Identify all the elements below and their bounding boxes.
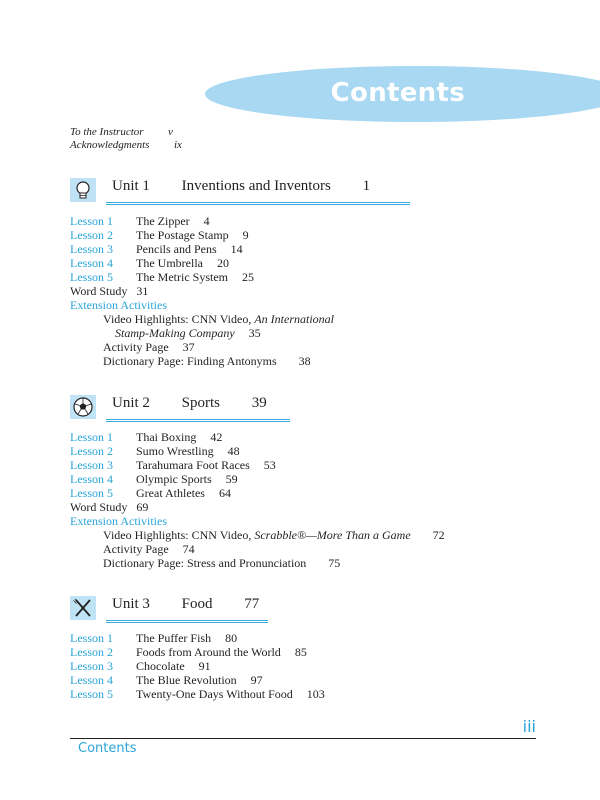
lesson-row [70, 242, 243, 256]
lesson-label: Lesson 1 [70, 430, 113, 444]
front-matter-label: Acknowledgments [70, 139, 150, 151]
dictionary-label: Dictionary Page: Finding Antonyms [103, 354, 277, 368]
video-page: 72 [432, 528, 445, 542]
lesson-title: Great Athletes [136, 486, 205, 500]
video-highlights-row [103, 312, 334, 326]
unit-2-heading [70, 393, 290, 421]
lesson-title: Twenty-One Days Without Food [136, 687, 293, 701]
unit-page: 1 [362, 178, 371, 194]
lesson-title: Thai Boxing [136, 430, 197, 444]
unit-title: Food [181, 596, 213, 612]
lesson-page: 85 [294, 645, 307, 659]
lesson-label: Lesson 2 [70, 444, 113, 458]
front-matter-item [70, 126, 173, 138]
page-number: iii [522, 717, 536, 736]
video-prefix: Video Highlights: CNN Video, [103, 312, 255, 326]
activity-page-row [103, 340, 195, 354]
lesson-page: 91 [198, 659, 211, 673]
lesson-label: Lesson 5 [70, 270, 113, 284]
lesson-page: 48 [227, 444, 240, 458]
unit-number: Unit 2 [112, 395, 150, 411]
lesson-page: 64 [218, 486, 231, 500]
lesson-page: 20 [216, 256, 229, 270]
lesson-row [70, 673, 263, 687]
lesson-label: Lesson 4 [70, 673, 113, 687]
lesson-page: 42 [210, 430, 223, 444]
lesson-label: Lesson 5 [70, 486, 113, 500]
lesson-label: Lesson 3 [70, 458, 113, 472]
word-study-page: 69 [136, 500, 149, 514]
extension-activities-heading: Extension Activities [70, 298, 167, 312]
lesson-row [70, 430, 223, 444]
lightbulb-icon [70, 178, 96, 202]
lesson-title: The Metric System [136, 270, 228, 284]
lesson-title: The Blue Revolution [136, 673, 237, 687]
front-matter-label: To the Instructor [70, 126, 144, 138]
activity-label: Activity Page [103, 340, 169, 354]
activity-page-row [103, 542, 195, 556]
word-study-row [70, 284, 148, 298]
lesson-page: 4 [203, 214, 210, 228]
lesson-title: The Zipper [136, 214, 190, 228]
video-prefix: Video Highlights: CNN Video, [103, 528, 255, 542]
lesson-title: Pencils and Pens [136, 242, 217, 256]
lesson-label: Lesson 1 [70, 214, 113, 228]
unit-title: Inventions and Inventors [181, 178, 331, 194]
lesson-row [70, 256, 229, 270]
lesson-row [70, 228, 249, 242]
lesson-row [70, 472, 238, 486]
video-highlights-row-cont [115, 326, 261, 340]
video-title: An International [254, 312, 335, 326]
word-study-page: 31 [136, 284, 149, 298]
video-title-cont: Stamp-Making Company [115, 326, 235, 340]
activity-label: Activity Page [103, 542, 169, 556]
lesson-label: Lesson 2 [70, 228, 113, 242]
lesson-page: 103 [306, 687, 325, 701]
lesson-label: Lesson 5 [70, 687, 113, 701]
lesson-row [70, 458, 276, 472]
page-title: Contents [330, 78, 465, 108]
unit-3-heading [70, 594, 268, 622]
unit-number: Unit 1 [112, 178, 150, 194]
fork-knife-icon [70, 596, 96, 620]
lesson-title: The Puffer Fish [136, 631, 212, 645]
unit-rule [106, 202, 410, 205]
word-study-label: Word Study [70, 500, 128, 514]
lesson-row [70, 270, 254, 284]
video-title: Scrabble®—More Than a Game [254, 528, 411, 542]
lesson-page: 9 [242, 228, 249, 242]
dictionary-page: 38 [298, 354, 311, 368]
lesson-page: 53 [263, 458, 276, 472]
activity-page: 37 [182, 340, 195, 354]
lesson-label: Lesson 3 [70, 242, 113, 256]
lesson-row [70, 645, 307, 659]
lesson-row [70, 486, 231, 500]
lesson-page: 59 [225, 472, 238, 486]
lesson-title: Sumo Wrestling [136, 444, 214, 458]
unit-1-heading [70, 176, 410, 204]
unit-rule [106, 620, 268, 623]
lesson-page: 97 [250, 673, 263, 687]
dictionary-page-row [103, 556, 340, 570]
lesson-label: Lesson 4 [70, 256, 113, 270]
footer-rule [70, 738, 536, 739]
lesson-title: Olympic Sports [136, 472, 212, 486]
lesson-title: The Umbrella [136, 256, 203, 270]
extension-activities-heading: Extension Activities [70, 514, 167, 528]
front-matter-page: ix [174, 139, 182, 151]
unit-title: Sports [181, 395, 221, 411]
video-page: 35 [248, 326, 261, 340]
lesson-page: 25 [241, 270, 254, 284]
word-study-label: Word Study [70, 284, 128, 298]
unit-page: 39 [251, 395, 267, 411]
lesson-page: 14 [230, 242, 243, 256]
activity-page: 74 [182, 542, 195, 556]
unit-rule [106, 419, 290, 422]
word-study-row [70, 500, 148, 514]
unit-page: 77 [244, 596, 260, 612]
soccer-ball-icon [70, 395, 96, 419]
unit-number: Unit 3 [112, 596, 150, 612]
lesson-row [70, 214, 210, 228]
lesson-page: 80 [225, 631, 238, 645]
lesson-row [70, 687, 325, 701]
lesson-row [70, 444, 240, 458]
video-highlights-row [103, 528, 445, 542]
lesson-row [70, 631, 238, 645]
lesson-row [70, 659, 211, 673]
front-matter-item [70, 139, 182, 151]
dictionary-label: Dictionary Page: Stress and Pronunciation [103, 556, 307, 570]
lesson-title: Foods from Around the World [136, 645, 281, 659]
lesson-label: Lesson 2 [70, 645, 113, 659]
dictionary-page: 75 [328, 556, 341, 570]
front-matter-page: v [168, 126, 173, 138]
dictionary-page-row [103, 354, 311, 368]
lesson-label: Lesson 4 [70, 472, 113, 486]
lesson-title: The Postage Stamp [136, 228, 229, 242]
lesson-label: Lesson 1 [70, 631, 113, 645]
lesson-title: Tarahumara Foot Races [136, 458, 250, 472]
lesson-title: Chocolate [136, 659, 185, 673]
lesson-label: Lesson 3 [70, 659, 113, 673]
footer-label: Contents [78, 741, 137, 756]
